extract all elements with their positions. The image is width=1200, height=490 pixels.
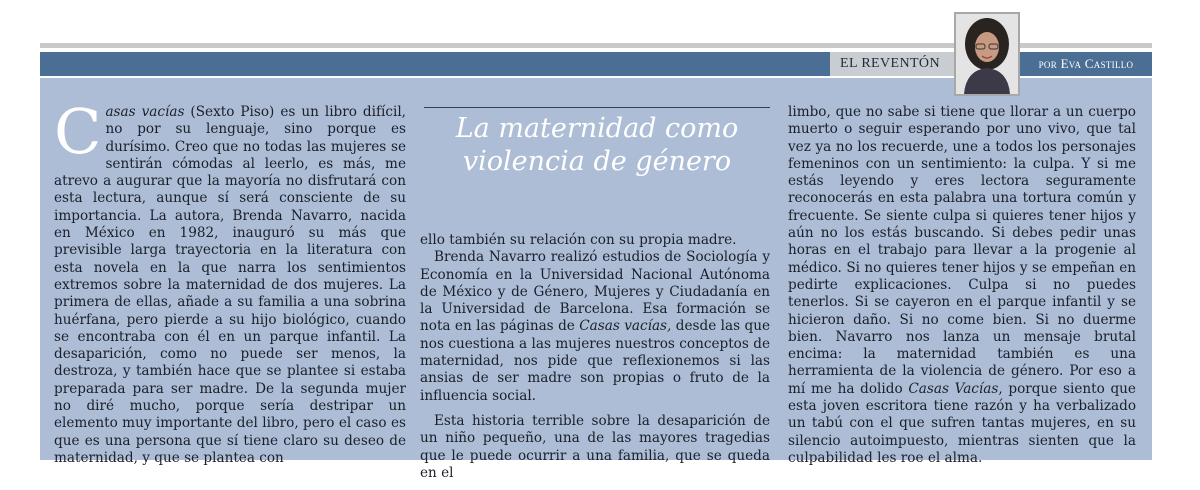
author-photo bbox=[954, 12, 1020, 96]
article-headline bbox=[424, 112, 770, 178]
paragraph-text: , porque siento que esta joven escritora tiene razón y ha verbalizado un tabú con el que sufren tantas mujeres, en su silencio autoimpuesto, mientras sienten que la culpabilidad les roe el alma. bbox=[788, 380, 1136, 466]
paragraph: ello también su relación con su propia madre. bbox=[420, 232, 737, 248]
headline-line-2: violencia de género bbox=[462, 146, 732, 177]
headline-rule bbox=[424, 107, 770, 108]
headline-line-1: La maternidad como bbox=[455, 113, 739, 144]
drop-cap: C bbox=[54, 95, 102, 168]
article-column-3 bbox=[788, 104, 1136, 467]
paragraph-text: (Sexto Piso) es un libro difícil, no por su lenguaje, sino porque es durísimo. Creo que no todas las mujeres se sentirán cómodas al leerlo, es más, me atrevo a augurar que la mayoría no disfrutará con esta lectura, aunque sí será consciente de su importancia. La autora, Brenda Navarro, nacida en México en 1982, inauguró su más que previsible larga trayectoria en la literatura con esta novela en la que narra los sentimientos extremos sobre la maternidad de dos mujeres. La primera de ellas, añade a su familia a una sobrina huérfana, pero pierde a su hijo biológico, cuando se encontraba con él en un parque infantil. La desaparición, como no puede ser menos, la destroza, y también hace que se plantee si estaba preparada para ser madre. De la segunda mujer no diré mucho, porque sería destripar un elemento muy importante del libro, pero el caso es que es una persona que sí tiene claro su deseo de maternidad, y que se plantea con bbox=[54, 104, 406, 466]
book-title: Casas Vacías bbox=[908, 380, 999, 397]
paragraph bbox=[788, 104, 1136, 467]
author-byline: por Eva Castillo bbox=[1038, 56, 1134, 71]
book-title: Casas vacías, bbox=[579, 318, 672, 335]
section-name: EL REVENTÓN bbox=[840, 56, 940, 71]
paragraph-text: desde las que nos cuestiona a las mujeres nuestros conceptos de maternidad, nos pide que reflexionemos si las ansias de ser madre son propias o fruto de la influencia social. bbox=[420, 318, 770, 404]
author-portrait-icon bbox=[956, 14, 1018, 94]
article-column-1 bbox=[54, 95, 406, 467]
paragraph-text: limbo, que no sabe si tiene que llorar a un cuerpo muerto o seguir esperando por uno vivo, que tal vez ya no los recuerde, une a todos los personajes femeninos con un sentimiento: la culpa. Y si me estás leyendo y eres lectora seguramente reconocerás en esta palabra una tortura común y frecuente. Se siente culpa si quieres tener hijos y aún no los estás buscando. Si debes pedir unas horas en el trabajo para llevar a la progenie al médico. Si no quieres tener hijos y se empeñan en pedirte explicaciones. Culpa si no puedes tenerlos. Si se cayeron en el parque infantil y se hicieron daño. Si no come bien. Si no duerme bien. Navarro nos lanza un mensaje brutal encima: la maternidad también es una herramienta de la violencia de género. Por eso a mí me ha dolido bbox=[788, 104, 1136, 397]
paragraph-text: Brenda Navarro realizó estudios de Sociología y Economía en la Universidad Nacional Autónoma de México y de Género, Mujeres y Ciudadanía en la Universidad de Barcelona. Esa formación se nota en las páginas de bbox=[420, 249, 770, 335]
article-column-2 bbox=[420, 232, 770, 482]
paragraph bbox=[54, 95, 406, 467]
paragraph: Esta historia terrible sobre la desaparición de un niño pequeño, una de las mayores tragedias que le puede ocurrir a una familia, que se queda en el bbox=[420, 412, 770, 481]
paragraph bbox=[420, 249, 770, 405]
book-title: asas vacías bbox=[105, 104, 185, 120]
